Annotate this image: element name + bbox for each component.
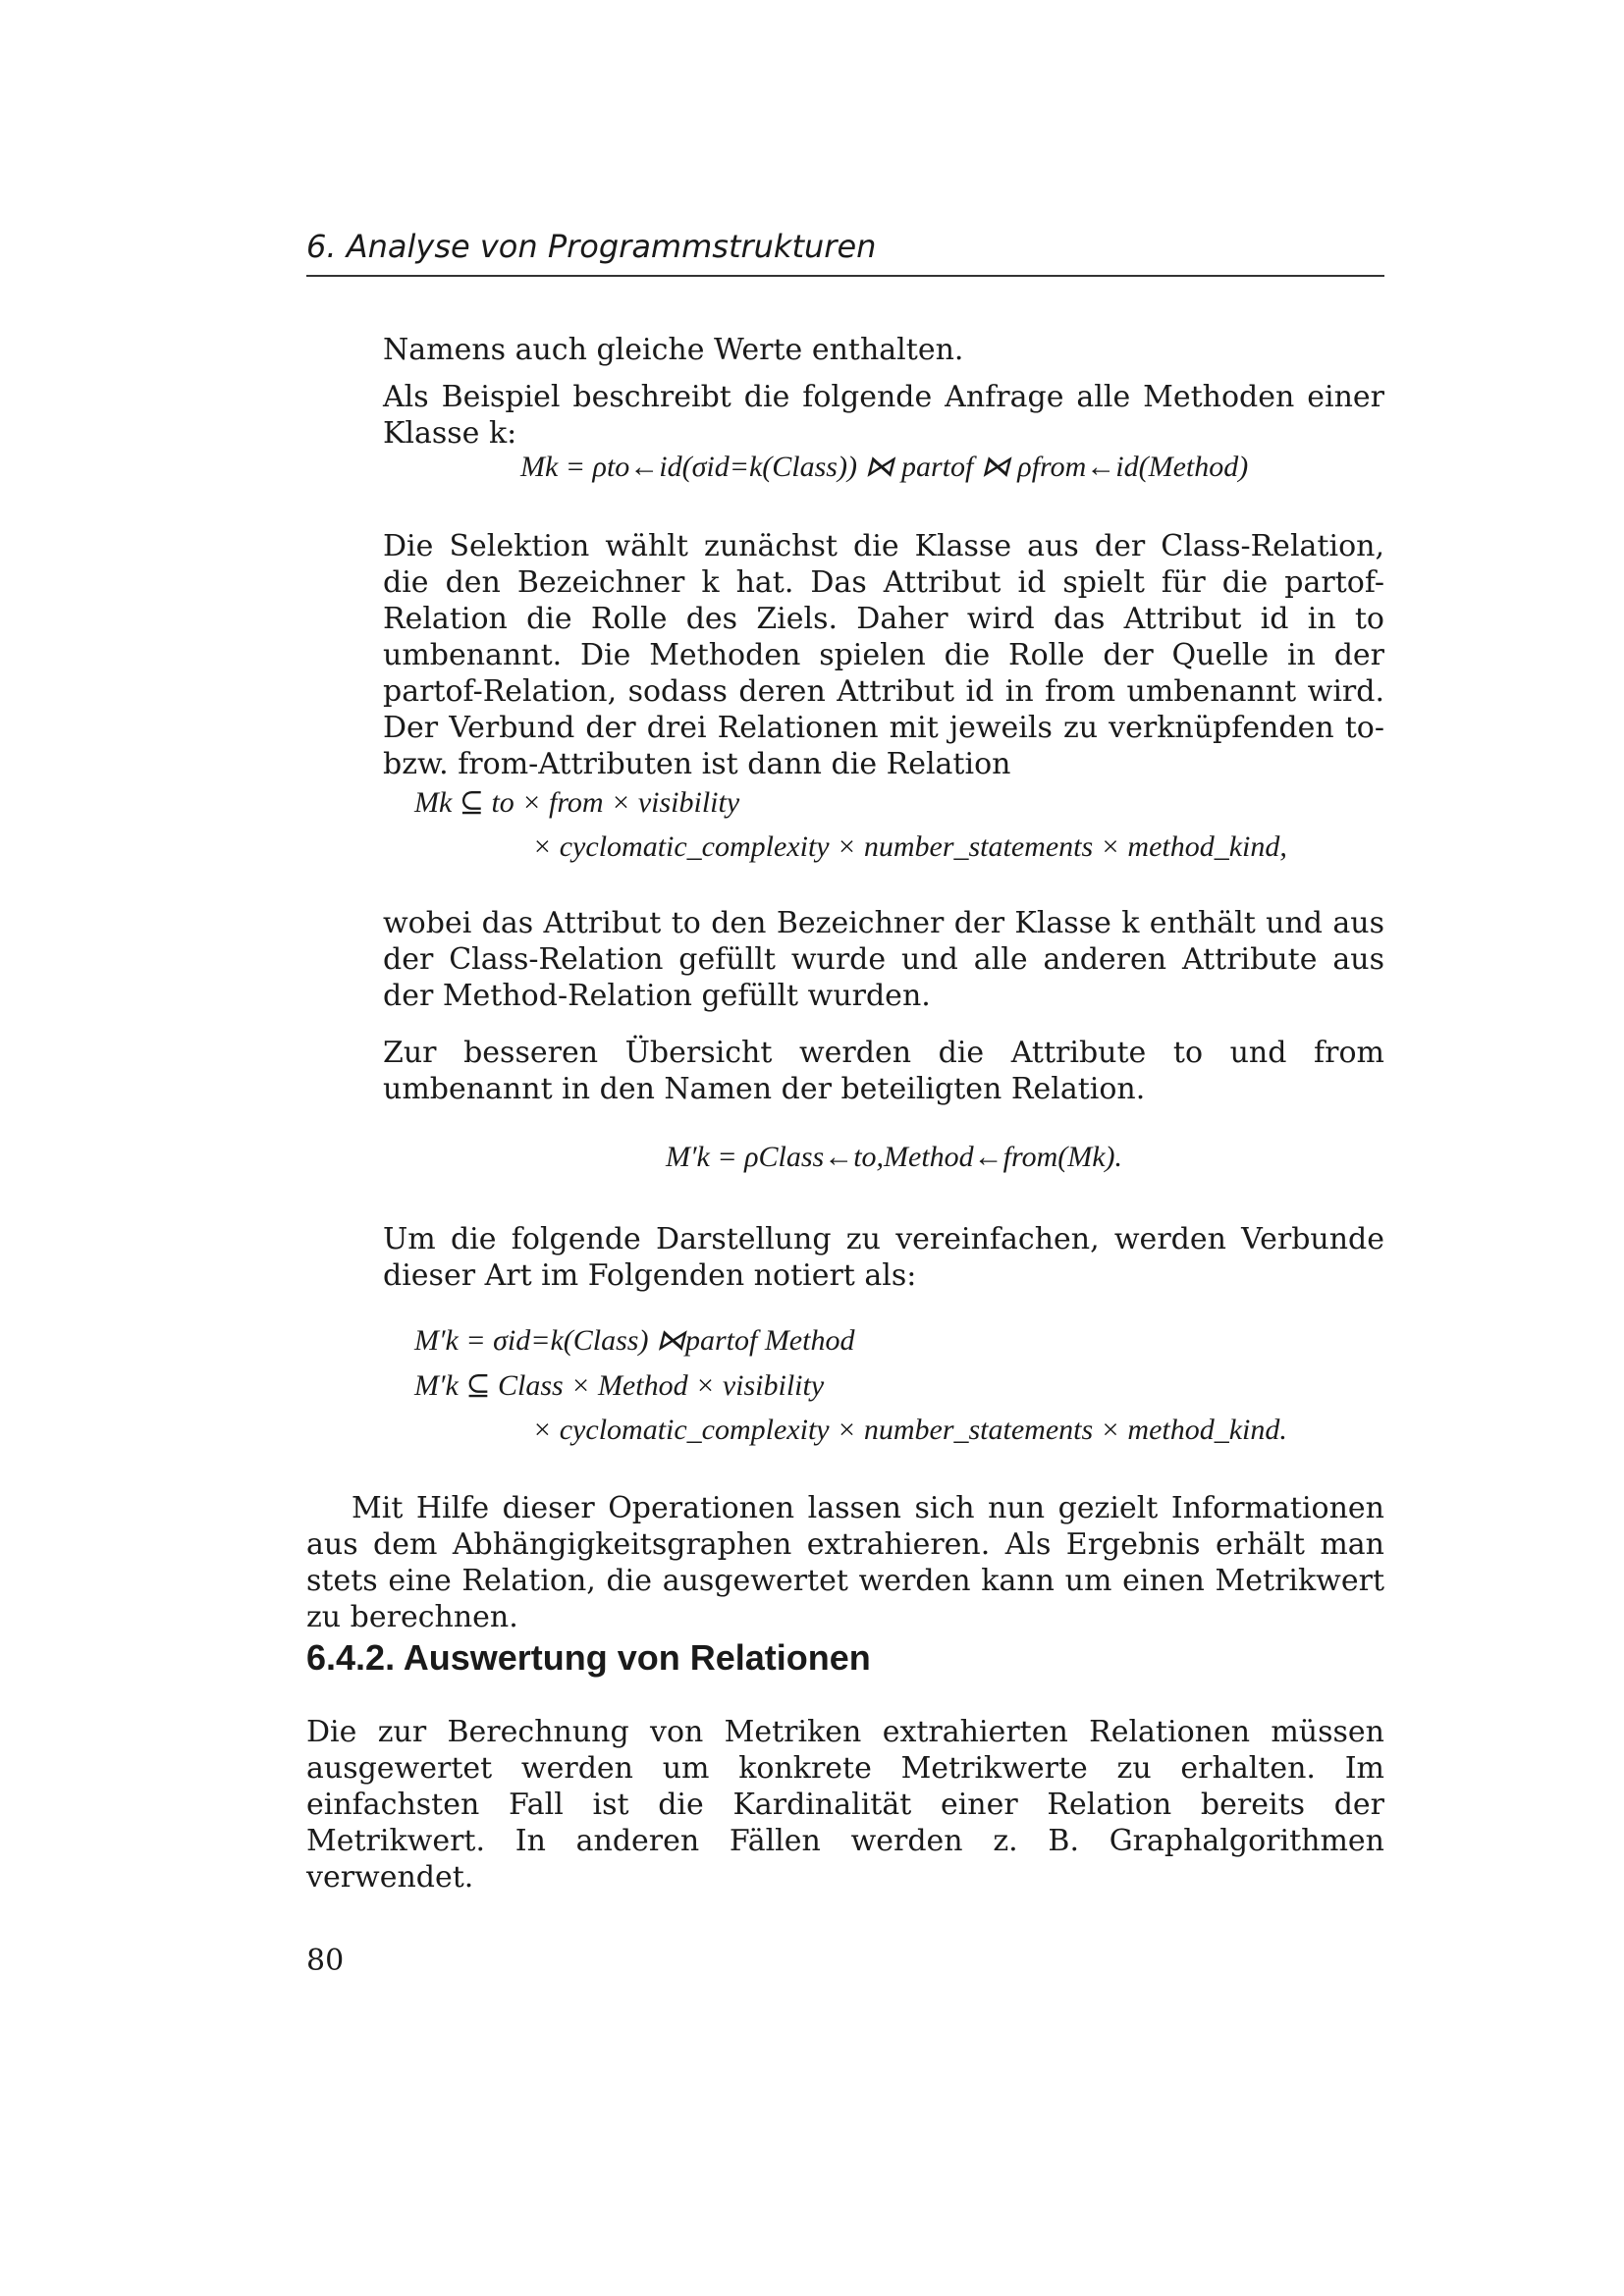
equation-4-line-2: M′k ⊆ Class × Method × visibility [414, 1369, 825, 1402]
equation-4-line-1: M′k = σid=k(Class) ⋈partof Method [414, 1324, 855, 1357]
page-number: 80 [306, 1944, 345, 1978]
paragraph-8: Die zur Berechnung von Metriken extrahierten Relationen müssen ausgewertet werden um konkrete Metrikwerte zu erhalten. Im einfachsten Fall ist die Kardinalität einer Relation bereits der Metrikwert. In anderen Fällen werden z. B. Graphalgorithmen verwendet. [306, 1715, 1384, 1895]
paragraph-2: Als Beispiel beschreibt die folgende Anfrage alle Methoden einer Klasse k: [383, 380, 1384, 451]
equation-2-line-2: × cyclomatic_complexity × number_statements × method_kind, [532, 830, 1287, 863]
running-header [306, 228, 1384, 277]
running-header-title: 6. Analyse von Programmstrukturen [306, 228, 877, 265]
paragraph-7: Mit Hilfe dieser Operationen lassen sich nun gezielt Informationen aus dem Abhängigkeitsgraphen extrahieren. Als Ergebnis erhält man stets eine Relation, die ausgewertet werden kann um einen Metrikwert zu berechnen. [306, 1491, 1384, 1634]
equation-1: Mk = ρto←id(σid=k(Class)) ⋈ partof ⋈ ρfrom←id(Method) [520, 451, 1249, 483]
paragraph-1: Namens auch gleiche Werte enthalten. [383, 333, 964, 367]
equation-3: M′k = ρClass←to,Method←from(Mk). [666, 1141, 1123, 1173]
paragraph-3: Die Selektion wählt zunächst die Klasse aus der Class-Relation, die den Bezeichner k hat. Das Attribut id spielt für die partof-Relation die Rolle des Ziels. Daher wird das Attribut id in to umbenannt. Die Methoden spielen die Rolle der Quelle in der partof-Relation, sodass deren Attribut id in from umbenannt wird. Der Verbund der drei Relationen mit jeweils zu verknüpfenden to- bzw. from-Attributen ist dann die Relation [383, 529, 1384, 781]
equation-2-line-1: Mk ⊆ to × from × visibility [414, 786, 740, 819]
paragraph-5: Zur besseren Übersicht werden die Attribute to und from umbenannt in den Namen der beteiligten Relation. [383, 1036, 1384, 1106]
equation-4-line-3: × cyclomatic_complexity × number_statements × method_kind. [532, 1414, 1287, 1446]
paragraph-4: wobei das Attribut to den Bezeichner der Klasse k enthält und aus der Class-Relation gefüllt wurde und alle anderen Attribute aus der Method-Relation gefüllt wurden. [383, 906, 1384, 1013]
paragraph-6: Um die folgende Darstellung zu vereinfachen, werden Verbunde dieser Art im Folgenden notiert als: [383, 1222, 1384, 1293]
section-heading: 6.4.2. Auswertung von Relationen [306, 1637, 871, 1678]
